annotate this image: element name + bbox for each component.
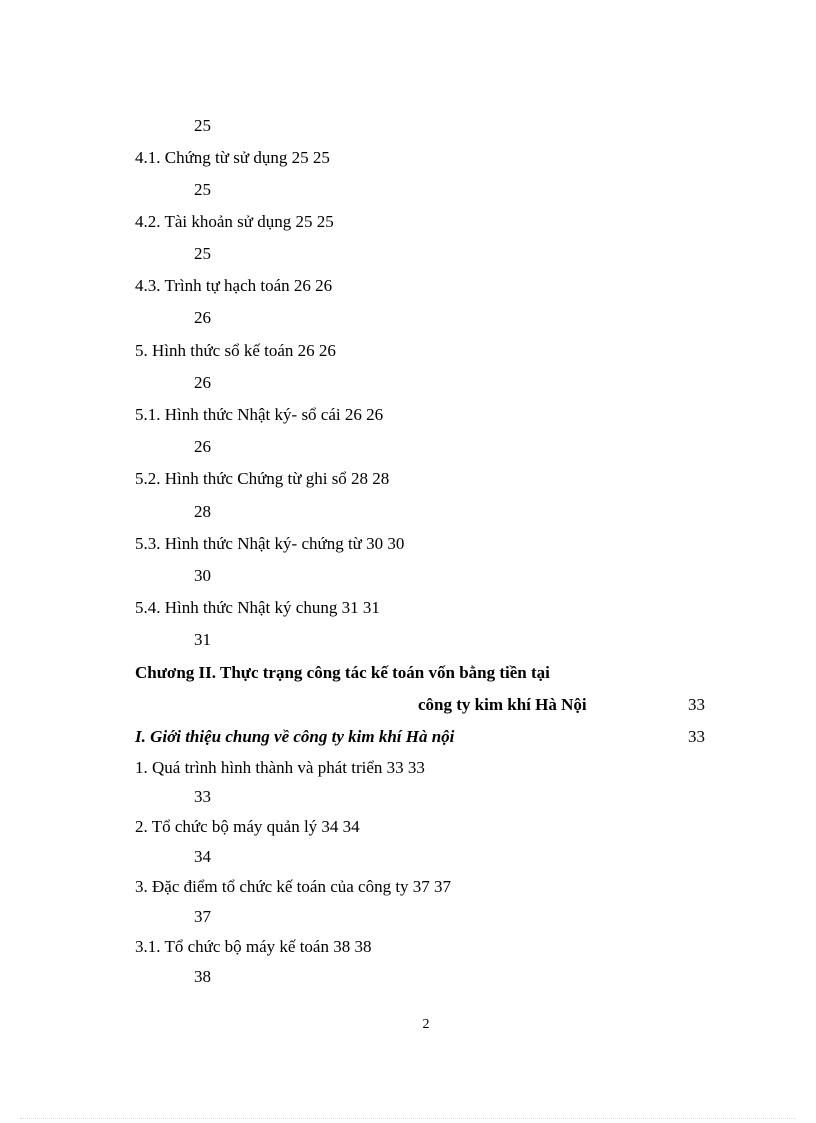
toc-entry: 2. Tổ chức bộ máy quản lý 34 34	[135, 817, 360, 836]
toc-page-number: 25	[194, 180, 211, 199]
chapter-page-number: 33	[688, 695, 705, 714]
toc-entry: 5.1. Hình thức Nhật ký- sổ cái 26 26	[135, 405, 384, 424]
toc-page-number: 26	[194, 373, 211, 392]
toc-entry: 1. Quá trình hình thành và phát triển 33 33	[135, 758, 425, 777]
toc-entry: 5.4. Hình thức Nhật ký chung 31 31	[135, 598, 380, 617]
toc-page-number: 33	[194, 787, 211, 806]
toc-entry: 3. Đặc điểm tổ chức kế toán của công ty 37 37	[135, 877, 452, 896]
toc-entry: 5.3. Hình thức Nhật ký- chứng từ 30 30	[135, 534, 405, 553]
toc-entry: 4.3. Trình tự hạch toán 26 26	[135, 276, 333, 295]
toc-entry: 5.2. Hình thức Chứng từ ghi sổ 28 28	[135, 469, 390, 488]
section-page-number: 33	[688, 727, 705, 746]
chapter-title-line2: công ty kim khí Hà Nội	[418, 695, 587, 714]
toc-page-number: 30	[194, 566, 211, 585]
toc-entry: 4.1. Chứng từ sử dụng 25 25	[135, 148, 330, 167]
footer-page-number: 2	[422, 1017, 430, 1032]
chapter-title-line1: Chương II. Thực trạng công tác kế toán vốn bằng tiền tại	[135, 663, 550, 682]
toc-page-number: 34	[194, 847, 211, 866]
toc-page-number: 26	[194, 308, 211, 327]
toc-page-number: 37	[194, 907, 211, 926]
section-title: I. Giới thiệu chung về công ty kim khí Hà nội	[135, 727, 455, 746]
toc-page-number: 31	[194, 630, 211, 649]
toc-page-number: 28	[194, 502, 211, 521]
page-bottom-divider	[20, 1118, 796, 1119]
toc-page-number: 38	[194, 967, 211, 986]
toc-page-number: 25	[194, 116, 211, 135]
toc-entry: 5. Hình thức sổ kế toán 26 26	[135, 341, 336, 360]
toc-page-number: 25	[194, 244, 211, 263]
toc-page-number: 26	[194, 437, 211, 456]
toc-entry: 4.2. Tài khoản sử dụng 25 25	[135, 212, 334, 231]
toc-entry: 3.1. Tổ chức bộ máy kế toán 38 38	[135, 937, 372, 956]
